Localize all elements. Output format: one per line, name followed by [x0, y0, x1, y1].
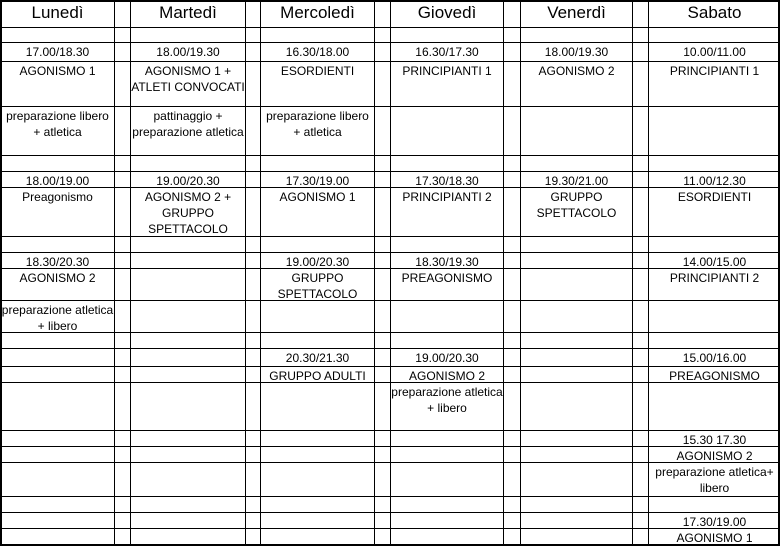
time-slot: 15.00/16.00	[682, 351, 747, 365]
time-slot: 16.30/17.30	[415, 45, 479, 59]
time-slot: 19.00/20.30	[285, 255, 350, 268]
session-note: preparazione atletica + libero	[1, 303, 114, 332]
time-slot: 15.30 17.30	[682, 433, 747, 446]
grid-vline	[503, 0, 504, 546]
time-slot: 17.30/19.00	[682, 515, 747, 528]
class-name: GRUPPO SPETTACOLO	[277, 271, 358, 300]
grid-hline	[0, 332, 780, 333]
time-slot: 18.30/20.30	[25, 255, 90, 268]
grid-vline	[114, 0, 115, 546]
grid-hline	[0, 27, 780, 28]
day-header-1: Martedì	[159, 3, 217, 22]
class-name: AGONISMO 2	[676, 449, 753, 462]
day-header-0: Lunedì	[31, 3, 84, 22]
time-slot: 18.00/19.30	[544, 45, 609, 59]
class-name: AGONISMO 2	[408, 369, 485, 382]
class-name: AGONISMO 1	[279, 190, 356, 204]
class-name: PRINCIPIANTI 2	[669, 271, 760, 285]
time-slot: 17.00/18.30	[25, 45, 90, 59]
session-note: preparazione atletica + libero	[391, 385, 503, 415]
time-slot: 17.30/18.30	[415, 174, 479, 187]
time-slot: 19.00/20.30	[156, 174, 220, 187]
class-name: PRINCIPIANTI 1	[669, 64, 760, 78]
class-name: PRINCIPIANTI 1	[402, 64, 492, 78]
time-slot: 17.30/19.00	[285, 174, 350, 187]
grid-hline	[0, 382, 780, 383]
time-slot: 19.00/20.30	[415, 351, 479, 365]
grid-vline	[632, 0, 633, 546]
session-note: preparazione libero + atletica	[266, 109, 369, 139]
class-name: ESORDIENTI	[280, 64, 355, 78]
class-name: AGONISMO 2 + GRUPPO SPETTACOLO	[144, 190, 232, 236]
class-name: Preagonismo	[22, 190, 93, 204]
class-name: GRUPPO ADULTI	[269, 369, 366, 382]
time-slot: 18.30/19.30	[415, 255, 479, 268]
class-name: GRUPPO SPETTACOLO	[536, 190, 617, 220]
grid-vline	[245, 0, 246, 546]
class-name: PRINCIPIANTI 2	[402, 190, 492, 204]
class-name: AGONISMO 1	[19, 64, 96, 78]
class-name: AGONISMO 2	[19, 271, 96, 285]
grid-hline	[0, 106, 780, 107]
grid-hline	[0, 155, 780, 156]
day-header-3: Giovedì	[417, 3, 477, 22]
day-header-4: Venerdì	[547, 3, 606, 22]
grid-hline	[0, 236, 780, 237]
time-slot: 16.30/18.00	[285, 45, 350, 59]
day-header-5: Sabato	[687, 3, 742, 22]
day-header-2: Mercoledì	[280, 3, 355, 22]
class-name: PREAGONISMO	[669, 369, 760, 382]
time-slot: 18.00/19.00	[25, 174, 90, 187]
time-slot: 10.00/11.00	[683, 45, 746, 59]
time-slot: 14.00/15.00	[682, 255, 747, 268]
time-slot: 11.00/12.30	[683, 174, 746, 187]
class-name: ESORDIENTI	[677, 190, 752, 204]
time-slot: 19.30/21.00	[544, 174, 609, 187]
grid-hline	[0, 496, 780, 497]
session-note: preparazione atletica+ libero	[655, 465, 774, 495]
grid-hline	[0, 300, 780, 301]
class-name: AGONISMO 1	[676, 531, 753, 545]
class-name: AGONISMO 1 + ATLETI CONVOCATI	[131, 64, 245, 94]
time-slot: 20.30/21.30	[285, 351, 350, 365]
grid-vline	[374, 0, 375, 546]
time-slot: 18.00/19.30	[156, 45, 220, 59]
session-note: pattinaggio + preparazione atletica	[132, 109, 244, 139]
class-name: PREAGONISMO	[401, 271, 493, 285]
session-note: preparazione libero + atletica	[6, 109, 109, 139]
class-name: AGONISMO 2	[538, 64, 615, 78]
